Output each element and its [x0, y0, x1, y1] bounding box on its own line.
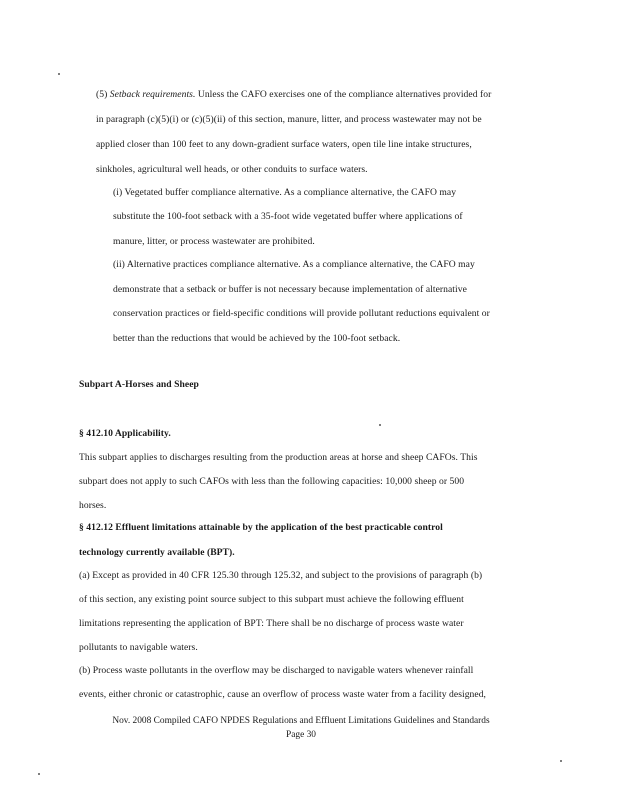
- alternative-ii-line-1: (ii) Alternative practices compliance alternative. As a compliance alternative, the CAFO may: [113, 259, 475, 270]
- footer-title: Nov. 2008 Compiled CAFO NPDES Regulations and Effluent Limitations Guidelines and Standards: [112, 716, 490, 726]
- paragraph-5-line-4: sinkholes, agricultural well heads, or other conduits to surface waters.: [96, 164, 368, 175]
- footer-page-number: Page 30: [286, 730, 316, 740]
- section-41212-heading-line-1: § 412.12 Effluent limitations attainable by the application of the best practicable control: [79, 522, 443, 533]
- alternative-i-line-1: (i) Vegetated buffer compliance alternative. As a compliance alternative, the CAFO may: [113, 187, 457, 198]
- paragraph-5-line-2: in paragraph (c)(5)(i) or (c)(5)(ii) of this section, manure, litter, and process wastewater may not be: [96, 114, 482, 125]
- section-41212-b-line-2: events, either chronic or catastrophic, cause an overflow of process waste water from a facility designed,: [79, 689, 487, 700]
- scan-speck: [379, 424, 381, 426]
- section-41210-line-2: subpart does not apply to such CAFOs with less than the following capacities: 10,000 sheep or 500: [79, 476, 465, 487]
- section-41212-a-line-4: pollutants to navigable waters.: [79, 642, 198, 653]
- section-41212-a-line-3: limitations representing the application of BPT: There shall be no discharge of process waste water: [79, 618, 464, 629]
- alternative-ii-line-2: demonstrate that a setback or buffer is not necessary because implementation of alternative: [113, 284, 467, 295]
- section-41210-line-1: This subpart applies to discharges resulting from the production areas at horse and sheep CAFOs. This: [79, 452, 478, 463]
- section-41212-heading-line-2: technology currently available (BPT).: [79, 547, 235, 558]
- paragraph-5-label: (5): [96, 89, 110, 100]
- paragraph-5-line-3: applied closer than 100 feet to any down-gradient surface waters, open tile line intake structures,: [96, 139, 472, 150]
- scan-speck: [38, 773, 40, 775]
- section-41210-heading: § 412.10 Applicability.: [79, 428, 171, 439]
- section-41212-a-line-1: (a) Except as provided in 40 CFR 125.30 through 125.32, and subject to the provisions of paragraph (b): [79, 570, 483, 581]
- section-41210-line-3: horses.: [79, 500, 107, 511]
- paragraph-5-line-1: [96, 89, 491, 101]
- scan-speck: [58, 73, 60, 75]
- section-41212-b-line-1: (b) Process waste pollutants in the overflow may be discharged to navigable waters whenever rainfall: [79, 665, 474, 676]
- section-41212-a-line-2: of this section, any existing point source subject to this subpart must achieve the following effluent: [79, 594, 464, 605]
- alternative-ii-line-3: conservation practices or field-specific conditions will provide pollutant reductions equivalent or: [113, 308, 490, 319]
- alternative-ii-line-4: better than the reductions that would be achieved by the 100-foot setback.: [113, 333, 401, 344]
- subpart-heading: Subpart A-Horses and Sheep: [79, 379, 199, 390]
- scan-speck: [560, 760, 562, 762]
- alternative-i-line-2: substitute the 100-foot setback with a 35-foot wide vegetated buffer where applications of: [113, 211, 463, 222]
- paragraph-5-title: Setback requirements.: [109, 89, 196, 100]
- paragraph-5-text: Unless the CAFO exercises one of the compliance alternatives provided for: [195, 89, 492, 100]
- alternative-i-line-3: manure, litter, or process wastewater are prohibited.: [113, 236, 315, 247]
